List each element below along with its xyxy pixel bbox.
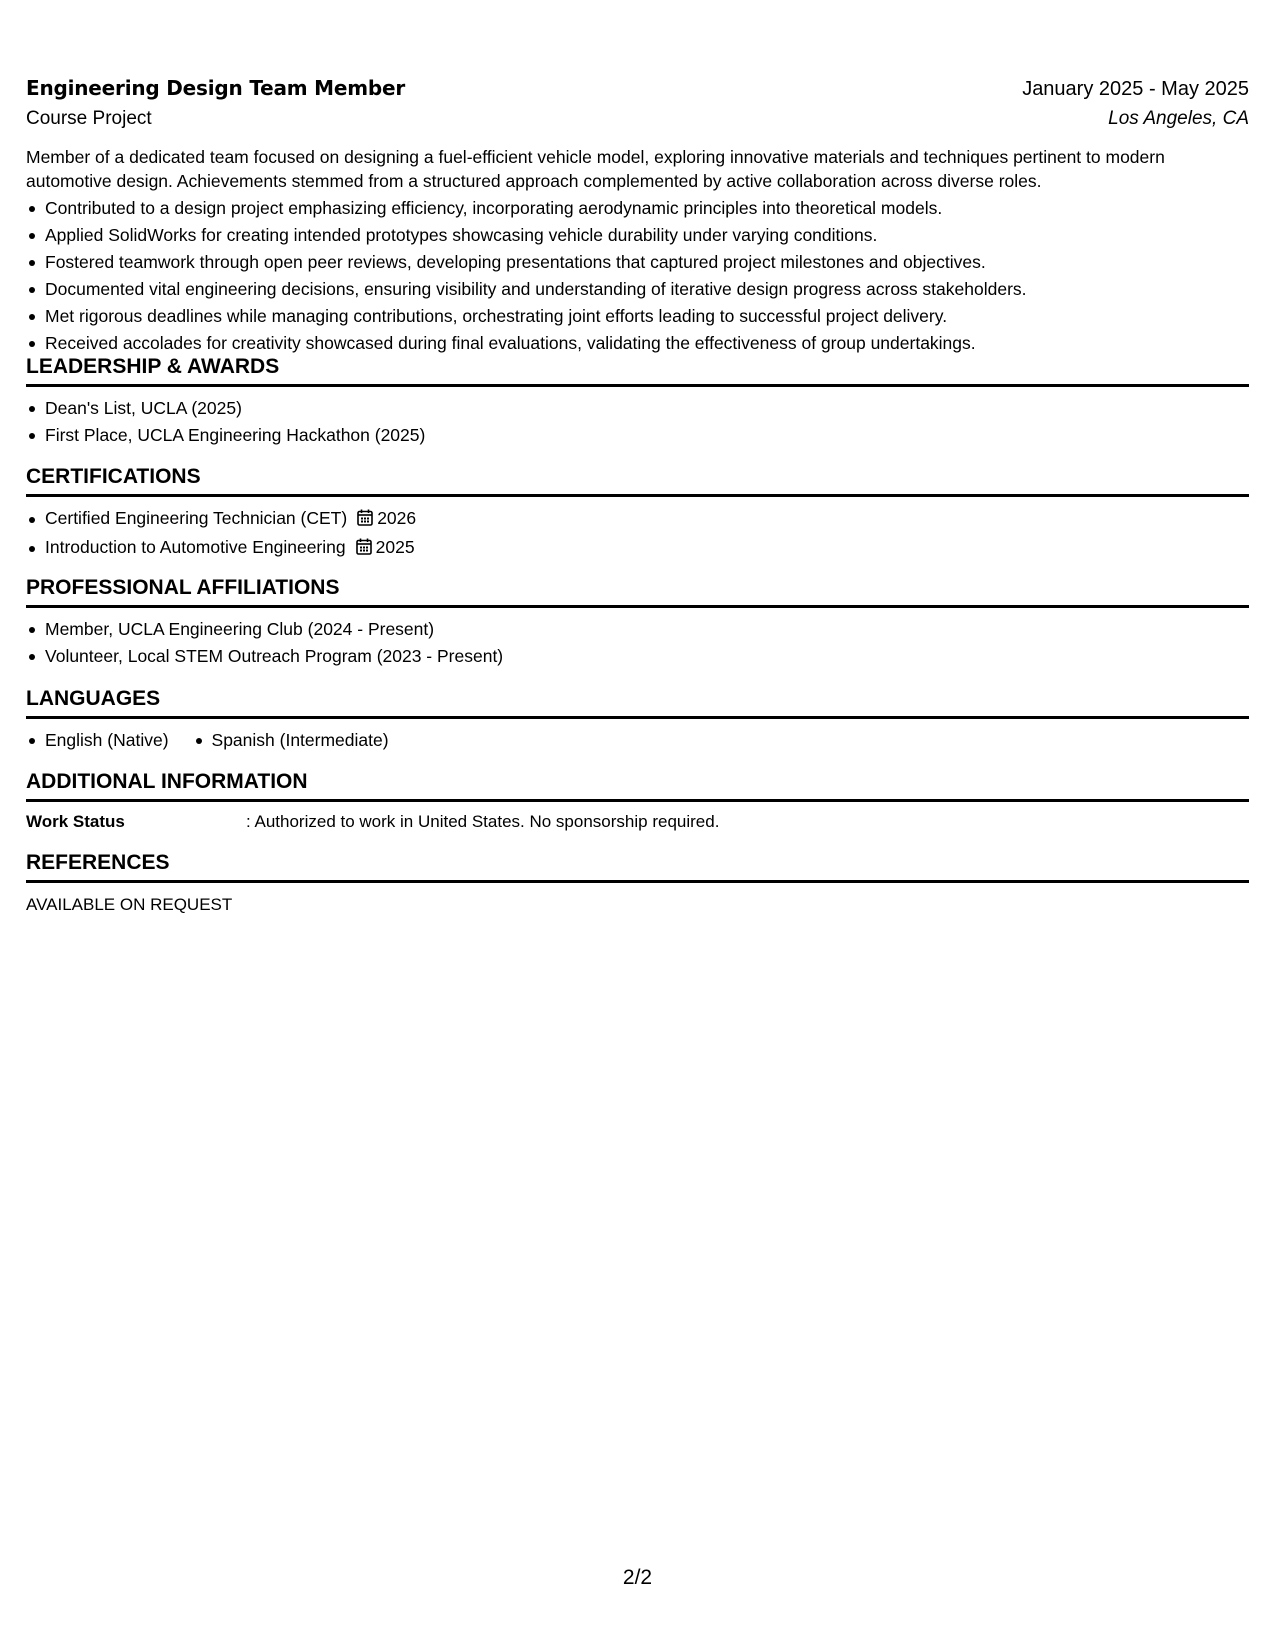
certification-name: Introduction to Automotive Engineering: [45, 537, 346, 557]
role-title: Engineering Design Team Member: [26, 76, 406, 100]
role-bullet-list: [26, 195, 1249, 357]
work-status-value: : Authorized to work in United States. No sponsorship required.: [246, 812, 720, 831]
calendar-icon: [357, 507, 373, 534]
list-item: Spanish (Intermediate): [193, 727, 389, 754]
list-item: [26, 505, 1249, 534]
page-number: 2/2: [622, 1566, 653, 1589]
list-item: Documented vital engineering decisions, ensuring visibility and understanding of iterative design progress across stakeholders.: [26, 276, 1249, 303]
list-item: First Place, UCLA Engineering Hackathon (2025): [26, 422, 1249, 449]
role-organization: Course Project: [26, 108, 152, 129]
references-text: AVAILABLE ON REQUEST: [26, 895, 233, 914]
list-item: [26, 534, 1249, 563]
list-item: Fostered teamwork through open peer reviews, developing presentations that captured project milestones and objectives.: [26, 249, 1249, 276]
languages-list: [26, 727, 1249, 754]
role-subheader: [26, 108, 1249, 130]
work-status-row: [26, 810, 1249, 834]
leadership-list: [26, 395, 1249, 449]
list-item: Applied SolidWorks for creating intended prototypes showcasing vehicle durability under varying conditions.: [26, 222, 1249, 249]
work-status-label: Work Status: [26, 812, 125, 831]
calendar-icon: [356, 536, 372, 563]
certifications-list: [26, 505, 1249, 563]
affiliations-section: [26, 575, 1249, 670]
role-header: [26, 76, 1249, 101]
list-item: Contributed to a design project emphasizing efficiency, incorporating aerodynamic principles into theoretical models.: [26, 195, 1249, 222]
section-title: CERTIFICATIONS: [26, 464, 1249, 497]
section-title: ADDITIONAL INFORMATION: [26, 769, 1249, 802]
certification-name: Certified Engineering Technician (CET): [45, 508, 348, 528]
list-item: Volunteer, Local STEM Outreach Program (2023 - Present): [26, 643, 1249, 670]
role-summary: Member of a dedicated team focused on designing a fuel-efficient vehicle model, exploring innovative materials and techniques pertinent to modern automotive design. Achievements stemmed from a structured approach complemented by active collaboration across diverse roles.: [26, 147, 1165, 191]
certification-year: 2026: [377, 508, 417, 528]
list-item: Dean's List, UCLA (2025): [26, 395, 1249, 422]
list-item: English (Native): [26, 727, 169, 754]
section-title: LANGUAGES: [26, 686, 1249, 719]
certifications-section: [26, 464, 1249, 563]
references-section: [26, 850, 1249, 917]
languages-section: [26, 686, 1249, 754]
additional-info-section: [26, 769, 1249, 834]
role-dates: January 2025 - May 2025: [1022, 78, 1249, 100]
list-item: Received accolades for creativity showcased during final evaluations, validating the effectiveness of group undertakings.: [26, 330, 1249, 357]
affiliations-list: [26, 616, 1249, 670]
list-item: Met rigorous deadlines while managing contributions, orchestrating joint efforts leading to successful project delivery.: [26, 303, 1249, 330]
section-title: REFERENCES: [26, 850, 1249, 883]
leadership-section: [26, 354, 1249, 449]
role-location: Los Angeles, CA: [1108, 108, 1249, 129]
list-item: Member, UCLA Engineering Club (2024 - Present): [26, 616, 1249, 643]
certification-year: 2025: [375, 537, 415, 557]
section-title: LEADERSHIP & AWARDS: [26, 354, 1249, 387]
section-title: PROFESSIONAL AFFILIATIONS: [26, 575, 1249, 608]
